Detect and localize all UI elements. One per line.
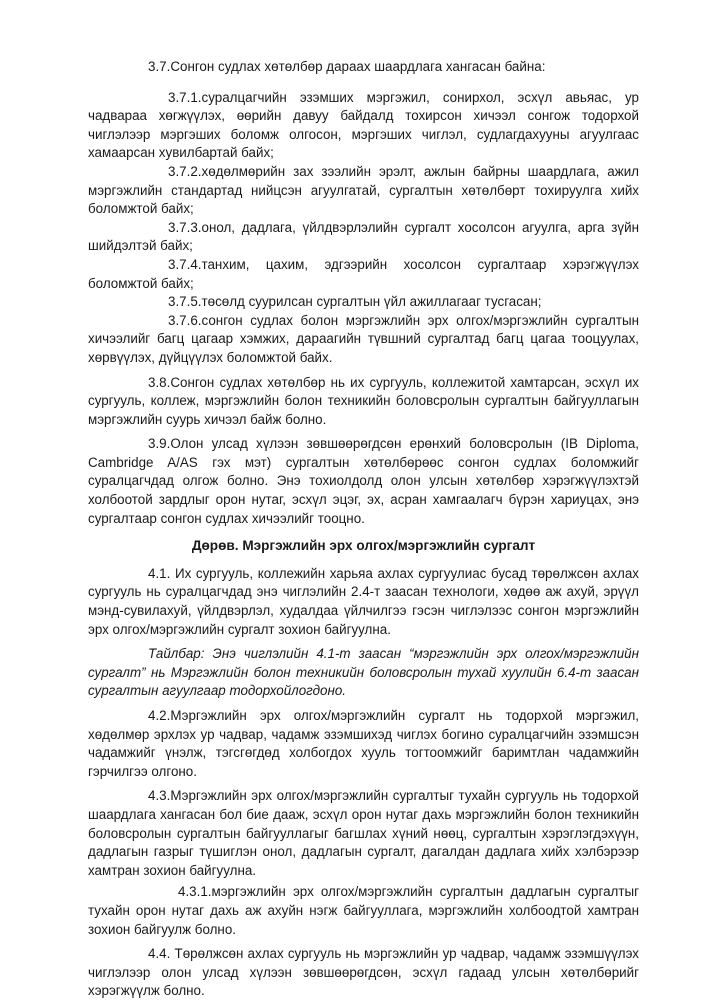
paragraph-4-2: 4.2.Мэргэжлийн эрх олгох/мэргэжлийн сургалт нь тодорхой мэргэжил, хөдөлмөр эрхлэх ур чадвар, чадамж эзэмшихэд чиглэх богино суралцагчийн эзэмшсэн чадамжийг үнэлж, тэгсгөгдөд холбогдох хууль тогтоомжийг баримтлан чадамжийн гэрчилгээ олгоно.	[88, 708, 639, 779]
section-heading-4: Дөрөв. Мэргэжлийн эрх олгох/мэргэжлийн сургалт	[191, 538, 536, 554]
paragraph-3-7-2: 3.7.2.хөдөлмөрийн зах зээлийн эрэлт, ажлын байрны шаардлага, ажил мэргэжлийн стандартад нийцсэн агуулгатай, сургалтын хөтөлбөрт тохируулга хийх боломжтой байх;	[88, 163, 639, 217]
paragraph-4-3: 4.3.Мэргэжлийн эрх олгох/мэргэжлийн сургалтыг тухайн сургууль нь тодорхой шаардлага хангасан бол бие дааж, эсхүл орон нутаг дахь мэргэжлийн болон техникийн боловсролын сургалтын байгууллагыг багшлах хүний нөөц, сургалтын хэрэглэгдэхүүн, дадлагын газрыг түшиглэн онол, дадлагын сургалт, дагалдан дадлага хийх хэлбэрээр хамтран зохион байгуулна.	[88, 788, 639, 878]
note-4-1: Тайлбар: Энэ чиглэлийн 4.1-т заасан “мэргэжлийн эрх олгох/мэргэжлийн сургалт” нь Мэргэжлийн болон техникийн боловсролын тухай хуулийн 6.4-т заасан сургалтын агуулгаар тодорхойлогдоно.	[88, 646, 639, 699]
paragraph-4-4: 4.4. Төрөлжсөн ахлах сургууль нь мэргэжлийн ур чадвар, чадамж эзэмшүүлэх чиглэлээр олон улсад хүлээн зөвшөөрөгдсөн, эсхүл гадаад улсын хөтөлбөрийг хэрэгжүүлж болно.	[88, 946, 639, 999]
paragraph-4-3-1: 4.3.1.мэргэжлийн эрх олгох/мэргэжлийн сургалтын дадлагын сургалтыг тухайн орон нутаг дахь аж ахуйн нэгж байгууллага, мэргэжлийн холбоодтой хамтран зохион байгуулж болно.	[88, 884, 639, 937]
paragraph-3-7-1: 3.7.1.суралцагчийн эзэмших мэргэжил, сонирхол, эсхүл авьяас, ур чадвараа хөгжүүлэх, өөрийн давуу байдалд тохирсон хичээл сонгож тодорхой чиглэлээр мэргэших боломж олгосон, мэргэших чиглэл, судлагдахууны агуулгаас хамаарсан хувилбартай байх;	[88, 89, 639, 161]
paragraph-3-8: 3.8.Сонгон судлах хөтөлбөр нь их сургууль, коллежитой хамтарсан, эсхүл их сургууль, коллеж, мэргэжлийн болон техникийн боловсролын сургалтын байгууллагын мэргэжлийн суурь хичээл байж болно.	[88, 374, 639, 427]
paragraph-3-7-4: 3.7.4.танхим, цахим, эдгээрийн хосолсон сургалтаар хэрэгжүүлэх боломжтой байх;	[88, 256, 639, 291]
paragraph-4-1: 4.1. Их сургууль, коллежийн харьяа ахлах сургуулиас бусад төрөлжсөн ахлах сургууль нь суралцагчдад энэ чиглэлийн 2.4-т заасан технологи, хөдөө аж ахуй, эрүүл мэнд-сувилахуй, үйлдвэрлэл, худалдаа үйлчилгээ гэсэн чиглэлээс сонгон мэргэжлийн эрх олгох/мэргэжлийн сургалт зохион байгуулна.	[88, 565, 639, 637]
paragraph-3-7-5: 3.7.5.төсөлд суурилсан сургалтын үйл ажиллагааг тусгасан;	[168, 294, 542, 310]
paragraph-3-9: 3.9.Олон улсад хүлээн зөвшөөрөгдсөн ерөнхий боловсролын (IB Diploma, Cambridge A/AS гэх мэт) сургалтын хөтөлбөрөөс сонгон судлах боломжийг суралцагчдад олгож болно. Энэ тохиолдолд олон улсын хөтөлбөр хэрэгжүүлэхтэй холбоотой зардлыг орон нутаг, эсхүл эцэг, эх, асран хамгаалагч бүрэн хариуцах, энэ сургалтаар сонгон судлах хичээлийг тооцно.	[88, 436, 639, 526]
paragraph-3-7-3: 3.7.3.онол, дадлага, үйлдвэрлэлийн сургалт хосолсон агуулга, арга зүйн шийдэлтэй байх;	[88, 219, 639, 254]
paragraph-3-7: 3.7.Сонгон судлах хөтөлбөр дараах шаардлага хангасан байна:	[148, 59, 546, 74]
paragraph-3-7-6: 3.7.6.сонгон судлах болон мэргэжлийн эрх олгох/мэргэжлийн сургалтын хичээлийг багц цагаар хэмжих, дараагийн түвшний сургалтад багц цагаа тооцуулах, хөрвүүлэх, дүйцүүлэх боломжтой байх.	[88, 312, 639, 365]
